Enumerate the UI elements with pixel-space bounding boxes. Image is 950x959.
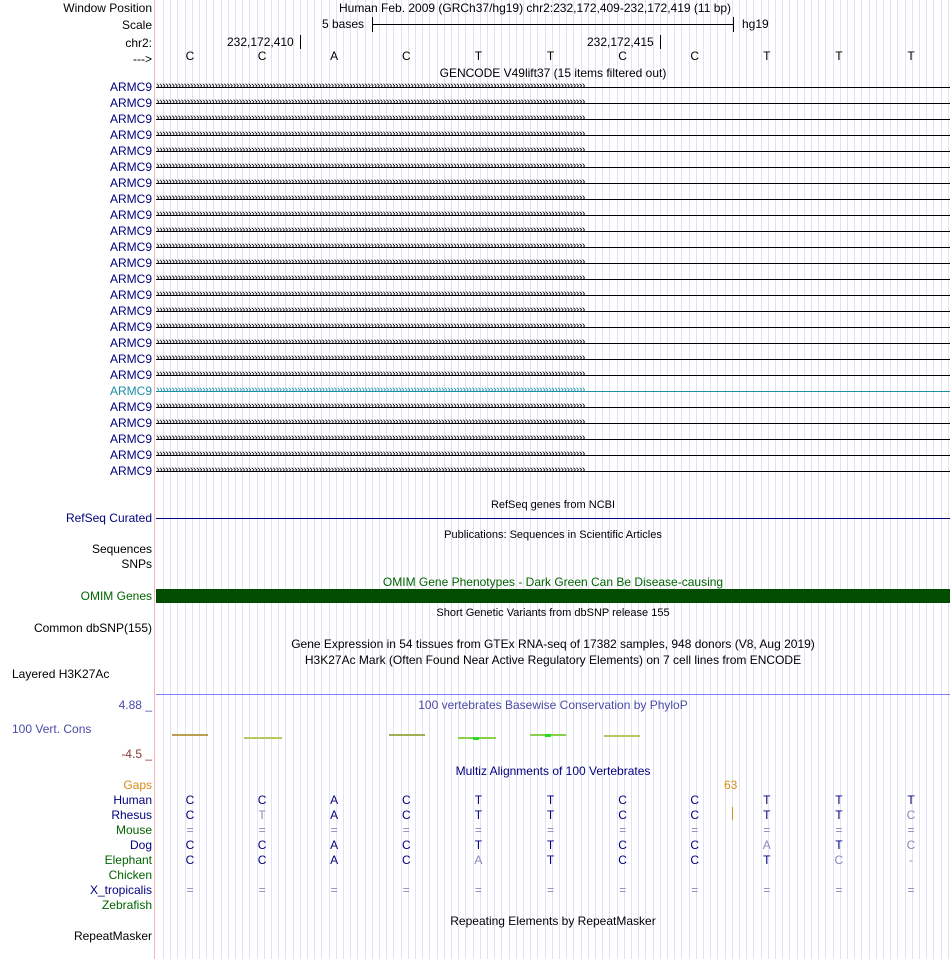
phylop-peak bbox=[545, 734, 551, 737]
reference-base: T bbox=[546, 49, 555, 63]
position-tick-2 bbox=[660, 35, 661, 49]
gencode-strand-arrows: ›››››››››››››››››››››››››››››››››››››››››››››››››››››››››››››››››››››››››››››››››››››››››››››››››››››››››››››››››››››››››››››››››››››››››››› bbox=[156, 448, 585, 460]
gencode-item-label[interactable]: ARMC9 bbox=[109, 224, 152, 238]
h3k27ac-baseline bbox=[156, 694, 950, 695]
position-tick-label-2: 232,172,415 bbox=[587, 35, 654, 49]
alignment-base: = bbox=[546, 823, 554, 837]
repeatmasker-track-title[interactable]: Repeating Elements by RepeatMasker bbox=[450, 914, 656, 928]
alignment-base: = bbox=[402, 823, 410, 837]
alignment-base: C bbox=[690, 793, 700, 807]
reference-base: T bbox=[835, 49, 843, 63]
alignment-base: T bbox=[474, 808, 483, 822]
chrom-label: chr2: bbox=[125, 36, 152, 50]
omim-track-label[interactable]: OMIM Genes bbox=[80, 589, 152, 603]
gencode-item-label[interactable]: ARMC9 bbox=[109, 416, 152, 430]
reference-base: T bbox=[907, 49, 915, 63]
gencode-strand-arrows: ›››››››››››››››››››››››››››››››››››››››››››››››››››››››››››››››››››››››››››››››››››››››››››››››››››››››››››››››››››››››››››››››››››››››››››› bbox=[156, 384, 585, 396]
phylop-bar bbox=[244, 737, 282, 739]
alignment-base: = bbox=[330, 823, 338, 837]
alignment-base: C bbox=[834, 853, 844, 867]
alignment-base: T bbox=[835, 793, 843, 807]
alignment-base: T bbox=[546, 853, 555, 867]
reference-base: C bbox=[185, 49, 195, 63]
gencode-strand-arrows: ›››››››››››››››››››››››››››››››››››››››››››››››››››››››››››››››››››››››››››››››››››››››››››››››››››››››››››››››››››››››››››››››››››››››››››› bbox=[156, 272, 585, 284]
gencode-strand-arrows: ›››››››››››››››››››››››››››››››››››››››››››››››››››››››››››››››››››››››››››››››››››››››››››››››››››››››››››››››››››››››››››››››››››››››››››› bbox=[156, 80, 585, 92]
phylop-max-label: 4.88 _ bbox=[118, 698, 152, 712]
gencode-item-label[interactable]: ARMC9 bbox=[109, 96, 152, 110]
gencode-strand-arrows: ›››››››››››››››››››››››››››››››››››››››››››››››››››››››››››››››››››››››››››››››››››››››››››››››››››››››››››››››››››››››››››››››››››››››››››› bbox=[156, 224, 585, 236]
omim-gene-bar[interactable] bbox=[156, 589, 950, 603]
alignment-base: T bbox=[835, 838, 843, 852]
alignment-base: T bbox=[907, 793, 915, 807]
alignment-base: C bbox=[618, 838, 627, 852]
gencode-item-label[interactable]: ARMC9 bbox=[109, 144, 152, 158]
position-tick-1 bbox=[300, 35, 301, 49]
reference-base: T bbox=[763, 49, 771, 63]
h3k27ac-track-label[interactable]: Layered H3K27Ac bbox=[12, 667, 110, 681]
alignment-base: A bbox=[330, 793, 339, 807]
alignment-base: C bbox=[185, 808, 195, 822]
gencode-strand-arrows: ›››››››››››››››››››››››››››››››››››››››››››››››››››››››››››››››››››››››››››››››››››››››››››››››››››››››››››››››››››››››››››››››››››››››››››› bbox=[156, 368, 585, 380]
alignment-base: = bbox=[619, 823, 627, 837]
alignment-base: C bbox=[618, 853, 627, 867]
alignment-base: = bbox=[763, 883, 771, 897]
scale-text: 5 bases bbox=[322, 17, 365, 31]
species-label[interactable]: Mouse bbox=[115, 823, 152, 837]
gap-marker bbox=[732, 807, 733, 820]
omim-track-title[interactable]: OMIM Gene Phenotypes - Dark Green Can Be Disease-causing bbox=[382, 575, 724, 589]
alignment-base: C bbox=[690, 853, 700, 867]
gencode-strand-arrows: ›››››››››››››››››››››››››››››››››››››››››››››››››››››››››››››››››››››››››››››››››››››››››››››››››››››››››››››››››››››››››››››››››››››››››››› bbox=[156, 128, 585, 140]
gencode-item-label[interactable]: ARMC9 bbox=[109, 352, 152, 366]
alignment-base: T bbox=[474, 838, 483, 852]
publications-track-title[interactable]: Publications: Sequences in Scientific Articles bbox=[444, 529, 662, 541]
alignment-base: = bbox=[186, 883, 194, 897]
alignment-base: T bbox=[763, 793, 771, 807]
alignment-base: T bbox=[835, 808, 843, 822]
db-label: hg19 bbox=[742, 17, 769, 31]
alignment-base: C bbox=[185, 853, 195, 867]
alignment-base: C bbox=[185, 838, 195, 852]
assembly-position-title[interactable]: Human Feb. 2009 (GRCh37/hg19) chr2:232,172,409-232,172,419 (11 bp) bbox=[339, 1, 732, 15]
phylop-track-label[interactable]: 100 Vert. Cons bbox=[12, 722, 92, 736]
refseq-track-label[interactable]: RefSeq Curated bbox=[65, 511, 152, 525]
alignment-base: = bbox=[474, 823, 482, 837]
alignment-base: C bbox=[401, 853, 411, 867]
reference-base: C bbox=[401, 49, 411, 63]
alignment-base: T bbox=[258, 808, 266, 822]
gencode-item-label[interactable]: ARMC9 bbox=[109, 80, 152, 94]
alignment-base: C bbox=[257, 853, 267, 867]
gencode-strand-arrows: ›››››››››››››››››››››››››››››››››››››››››››››››››››››››››››››››››››››››››››››››››››››››››››››››››››››››››››››››››››››››››››››››››››››››››››› bbox=[156, 464, 585, 476]
alignment-base: C bbox=[401, 793, 411, 807]
gencode-item-label[interactable]: ARMC9 bbox=[109, 400, 152, 414]
alignment-base: = bbox=[619, 883, 627, 897]
species-label[interactable]: Zebrafish bbox=[101, 898, 152, 912]
gencode-item-label[interactable]: ARMC9 bbox=[109, 464, 152, 478]
alignment-base: C bbox=[906, 838, 916, 852]
phylop-peak bbox=[473, 737, 479, 740]
alignment-base: T bbox=[546, 793, 555, 807]
gencode-item-label[interactable]: ARMC9 bbox=[109, 304, 152, 318]
gencode-item-label[interactable]: ARMC9 bbox=[109, 320, 152, 334]
gencode-track-title[interactable]: GENCODE V49lift37 (15 items filtered out) bbox=[439, 66, 667, 80]
alignment-base: = bbox=[402, 883, 410, 897]
gencode-strand-arrows: ›››››››››››››››››››››››››››››››››››››››››››››››››››››››››››››››››››››››››››››››››››››››››››››››››››››››››››››››››››››››››››››››››››››››››››› bbox=[156, 288, 585, 300]
gencode-item-label[interactable]: ARMC9 bbox=[109, 288, 152, 302]
alignment-base: A bbox=[330, 853, 339, 867]
gap-count: 63 bbox=[724, 778, 738, 792]
gaps-label[interactable]: Gaps bbox=[123, 778, 152, 792]
alignment-base: A bbox=[330, 838, 339, 852]
gencode-item-label[interactable]: ARMC9 bbox=[109, 384, 152, 398]
alignment-base: C bbox=[618, 793, 627, 807]
h3k27ac-track-title[interactable]: H3K27Ac Mark (Often Found Near Active Regulatory Elements) on 7 cell lines from ENCODE bbox=[304, 653, 802, 667]
refseq-track-title[interactable]: RefSeq genes from NCBI bbox=[490, 499, 616, 511]
species-label[interactable]: Rhesus bbox=[111, 808, 152, 822]
alignment-base: = bbox=[835, 823, 843, 837]
alignment-base: T bbox=[763, 808, 771, 822]
alignment-base: T bbox=[546, 838, 555, 852]
alignment-base: = bbox=[330, 883, 338, 897]
gencode-strand-arrows: ›››››››››››››››››››››››››››››››››››››››››››››››››››››››››››››››››››››››››››››››››››››››››››››››››››››››››››››››››››››››››››››››››››››››››››› bbox=[156, 320, 585, 332]
species-label[interactable]: X_tropicalis bbox=[89, 883, 152, 897]
gencode-strand-arrows: ›››››››››››››››››››››››››››››››››››››››››››››››››››››››››››››››››››››››››››››››››››››››››››››››››››››››››››››››››››››››››››››››››››››››››››› bbox=[156, 352, 585, 364]
label-separator bbox=[154, 0, 155, 959]
gencode-item-label[interactable]: ARMC9 bbox=[109, 336, 152, 350]
gencode-strand-arrows: ›››››››››››››››››››››››››››››››››››››››››››››››››››››››››››››››››››››››››››››››››››››››››››››››››››››››››››››››››››››››››››››››››››››››››››› bbox=[156, 192, 585, 204]
phylop-bar bbox=[604, 735, 640, 737]
alignment-base: A bbox=[474, 853, 483, 867]
gencode-item-label[interactable]: ARMC9 bbox=[109, 432, 152, 446]
multiz-track-title[interactable]: Multiz Alignments of 100 Vertebrates bbox=[455, 764, 651, 778]
alignment-base: A bbox=[762, 838, 771, 852]
alignment-base: = bbox=[691, 823, 699, 837]
alignment-base: = bbox=[474, 883, 482, 897]
gencode-strand-arrows: ›››››››››››››››››››››››››››››››››››››››››››››››››››››››››››››››››››››››››››››››››››››››››››››››››››››››››››››››››››››››››››››››››››››››››››› bbox=[156, 112, 585, 124]
alignment-base: = bbox=[907, 883, 915, 897]
alignment-base: = bbox=[186, 823, 194, 837]
scale-bar-left-tick bbox=[372, 17, 373, 32]
alignment-base: C bbox=[257, 793, 267, 807]
reference-base: C bbox=[690, 49, 700, 63]
reference-base: A bbox=[330, 49, 339, 63]
alignment-base: C bbox=[401, 808, 411, 822]
phylop-min-label: -4.5 _ bbox=[121, 747, 152, 761]
gencode-strand-arrows: ›››››››››››››››››››››››››››››››››››››››››››››››››››››››››››››››››››››››››››››››››››››››››››››››››››››››››››››››››››››››››››››››››››››››››››› bbox=[156, 416, 585, 428]
gencode-item-label[interactable]: ARMC9 bbox=[109, 240, 152, 254]
repeatmasker-track-label[interactable]: RepeatMasker bbox=[73, 929, 152, 943]
gencode-item-label[interactable]: ARMC9 bbox=[109, 256, 152, 270]
gencode-strand-arrows: ›››››››››››››››››››››››››››››››››››››››››››››››››››››››››››››››››››››››››››››››››››››››››››››››››››››››››››››››››››››››››››››››››››››››››››› bbox=[156, 208, 585, 220]
scale-label: Scale bbox=[121, 18, 152, 32]
alignment-base: C bbox=[906, 808, 916, 822]
alignment-base: T bbox=[546, 808, 555, 822]
strand-label: ---> bbox=[133, 52, 152, 66]
scale-bar bbox=[372, 24, 734, 25]
gencode-strand-arrows: ›››››››››››››››››››››››››››››››››››››››››››››››››››››››››››››››››››››››››››››››››››››››››››››››››››››››››››››››››››››››››››››››››››››››››››› bbox=[156, 336, 585, 348]
gencode-item-label[interactable]: ARMC9 bbox=[109, 112, 152, 126]
alignment-base: = bbox=[546, 883, 554, 897]
gencode-item-label[interactable]: ARMC9 bbox=[109, 176, 152, 190]
phylop-bar bbox=[172, 734, 208, 736]
publications-snps-label[interactable]: SNPs bbox=[121, 557, 152, 571]
gencode-item-label[interactable]: ARMC9 bbox=[109, 128, 152, 142]
alignment-base: C bbox=[618, 808, 627, 822]
gtex-track-title[interactable]: Gene Expression in 54 tissues from GTEx RNA-seq of 17382 samples, 948 donors (V8, Aug 2019) bbox=[291, 637, 815, 651]
gencode-strand-arrows: ›››››››››››››››››››››››››››››››››››››››››››››››››››››››››››››››››››››››››››››››››››››››››››››››››››››››››››››››››››››››››››››››››››››››››››› bbox=[156, 432, 585, 444]
species-label[interactable]: Elephant bbox=[104, 853, 152, 867]
gencode-item-label[interactable]: ARMC9 bbox=[109, 448, 152, 462]
gencode-item-label[interactable]: ARMC9 bbox=[109, 192, 152, 206]
alignment-base: C bbox=[690, 808, 700, 822]
alignment-base: T bbox=[763, 853, 771, 867]
alignment-base: C bbox=[257, 838, 267, 852]
alignment-base: = bbox=[691, 883, 699, 897]
alignment-base: = bbox=[258, 883, 266, 897]
species-label[interactable]: Chicken bbox=[108, 868, 152, 882]
gencode-item-label[interactable]: ARMC9 bbox=[109, 368, 152, 382]
species-label[interactable]: Human bbox=[113, 793, 152, 807]
alignment-base: T bbox=[474, 793, 483, 807]
gencode-strand-arrows: ›››››››››››››››››››››››››››››››››››››››››››››››››››››››››››››››››››››››››››››››››››››››››››››››››››››››››››››››››››››››››››››››››››››››››››› bbox=[156, 96, 585, 108]
gencode-strand-arrows: ›››››››››››››››››››››››››››››››››››››››››››››››››››››››››››››››››››››››››››››››››››››››››››››››››››››››››››››››››››››››››››››››››››››››››››› bbox=[156, 400, 585, 412]
alignment-base: - bbox=[909, 853, 913, 867]
gencode-item-label[interactable]: ARMC9 bbox=[109, 160, 152, 174]
phylop-bar bbox=[389, 734, 425, 736]
reference-base: C bbox=[618, 49, 627, 63]
gencode-strand-arrows: ›››››››››››››››››››››››››››››››››››››››››››››››››››››››››››››››››››››››››››››››››››››››››››››››››››››››››››››››››››››››››››››››››››››››››››› bbox=[156, 240, 585, 252]
alignment-base: C bbox=[401, 838, 411, 852]
species-label[interactable]: Dog bbox=[129, 838, 152, 852]
alignment-base: = bbox=[763, 823, 771, 837]
alignment-base: = bbox=[835, 883, 843, 897]
reference-base: C bbox=[257, 49, 267, 63]
gencode-item-label[interactable]: ARMC9 bbox=[109, 272, 152, 286]
gencode-item-label[interactable]: ARMC9 bbox=[109, 208, 152, 222]
window-position-label: Window Position bbox=[63, 1, 152, 15]
gencode-strand-arrows: ›››››››››››››››››››››››››››››››››››››››››››››››››››››››››››››››››››››››››››››››››››››››››››››››››››››››››››››››››››››››››››››››››››››››››››› bbox=[156, 160, 585, 172]
alignment-base: = bbox=[258, 823, 266, 837]
refseq-gene-line[interactable] bbox=[156, 518, 950, 519]
gencode-strand-arrows: ›››››››››››››››››››››››››››››››››››››››››››››››››››››››››››››››››››››››››››››››››››››››››››››››››››››››››››››››››››››››››››››››››››››››››››› bbox=[156, 256, 585, 268]
gencode-strand-arrows: ›››››››››››››››››››››››››››››››››››››››››››››››››››››››››››››››››››››››››››››››››››››››››››››››››››››››››››››››››››››››››››››››››››››››››››› bbox=[156, 304, 585, 316]
phylop-track-title[interactable]: 100 vertebrates Basewise Conservation by PhyloP bbox=[418, 698, 688, 712]
gencode-strand-arrows: ›››››››››››››››››››››››››››››››››››››››››››››››››››››››››››››››››››››››››››››››››››››››››››››››››››››››››››››››››››››››››››››››››››››››››››› bbox=[156, 176, 585, 188]
alignment-base: = bbox=[907, 823, 915, 837]
alignment-base: C bbox=[690, 838, 700, 852]
publications-sequences-label[interactable]: Sequences bbox=[91, 542, 152, 556]
scale-bar-right-tick bbox=[733, 17, 734, 32]
dbsnp-track-label[interactable]: Common dbSNP(155) bbox=[33, 621, 152, 635]
position-tick-label-1: 232,172,410 bbox=[227, 35, 294, 49]
dbsnp-track-title[interactable]: Short Genetic Variants from dbSNP release 155 bbox=[436, 607, 670, 619]
gencode-strand-arrows: ›››››››››››››››››››››››››››››››››››››››››››››››››››››››››››››››››››››››››››››››››››››››››››››››››››››››››››››››››››››››››››››››››››››››››››› bbox=[156, 144, 585, 156]
alignment-base: A bbox=[330, 808, 339, 822]
reference-base: T bbox=[474, 49, 483, 63]
alignment-base: C bbox=[185, 793, 195, 807]
